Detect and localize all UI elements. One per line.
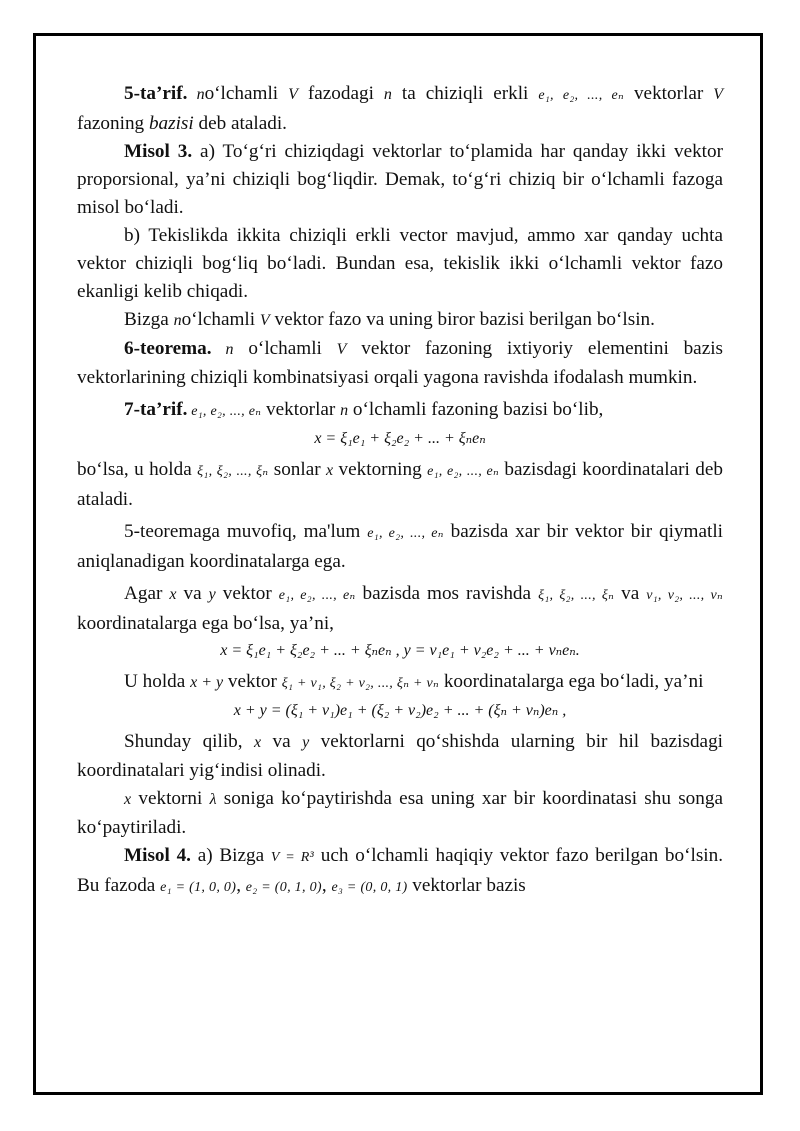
theorem-6: 6-teorema. n o‘lchamli V vektor fazoning ixtiyoriy elementini bazis vektorlarining chiziqli kombinatsiyasi orqali yagona ravishda ifodalash mumkin. (77, 338, 724, 388)
equation-coordinates: x = ξ₁e₁ + ξ₂e₂ + ... + ξₙeₙ (314, 430, 486, 447)
paragraph-coordinates: bo‘lsa, u holda ξ₁, ξ₂, ..., ξₙ sonlar x vektorning e₁, e₂, ..., eₙ bazisdagi koordinatalari deb ataladi. (77, 459, 723, 510)
definition-5: 5-ta’rif. no‘lchamli V fazodagi n ta chiziqli erkli e₁, e₂, ..., eₙ vektorlar V fazoning bazisi deb ataladi. (77, 83, 723, 134)
example-3: Misol 3. a) To‘g‘ri chiziqdagi vektorlar to‘plamida har qanday ikki vektor proporsional, ya’ni chiziqli bog‘liqdir. Demak, to‘g‘ri chiziq bir o‘lchamli fazoga misol bo‘ladi. (77, 141, 723, 218)
paragraph-scalar-rule: x vektorni λ soniga ko‘paytirishda esa uning xar bir koordinatasi shu songa ko‘paytiriladi. (77, 788, 723, 838)
definition-7: 7-ta’rif. e₁, e₂, ..., eₙ vektorlar n o‘lchamli fazoning bazisi bo‘lib, (124, 399, 604, 420)
paragraph-theorem-5-consequence: 5-teoremaga muvofiq, ma'lum e₁, e₂, ..., eₙ bazisda xar bir vektor bir qiymatli aniqlanadigan koordinatalarga ega. (77, 521, 723, 572)
document-body (77, 80, 723, 902)
equation-sum: x + y = (ξ₁ + ν₁)e₁ + (ξ₂ + ν₂)e₂ + ... + (ξₙ + νₙ)eₙ , (233, 702, 567, 719)
paragraph-if-x-y: Agar x va y vektor e₁, e₂, ..., eₙ bazisda mos ravishda ξ₁, ξ₂, ..., ξₙ va ν₁, ν₂, ..., νₙ koordinatalarga ega bo‘lsa, ya’ni, (77, 583, 723, 634)
paragraph-sum: U holda x + y vektor ξ₁ + ν₁, ξ₂ + ν₂, ..., ξₙ + νₙ koordinatalarga ega bo‘ladi, ya’ni (124, 671, 704, 692)
paragraph-basis-given: Bizga no‘lchamli V vektor fazo va uning biror bazisi berilgan bo‘lsin. (124, 309, 655, 330)
example-4: Misol 4. a) Bizga V = R³ uch o‘lchamli haqiqiy vektor fazo berilgan bo‘lsin. Bu fazoda e₁ = (1, 0, 0), e₂ = (0, 1, 0), e₃ = (0, 0, 1) vektorlar bazis (77, 845, 724, 896)
paragraph-addition-rule: Shunday qilib, x va y vektorlarni qo‘shishda ularning bir hil bazisdagi koordinatalari yig‘indisi olinadi. (77, 731, 723, 781)
equation-x-y-expansion: x = ξ₁e₁ + ξ₂e₂ + ... + ξₙeₙ , y = ν₁e₁ + ν₂e₂ + ... + νₙeₙ. (220, 642, 580, 659)
example-3b: b) Tekislikda ikkita chiziqli erkli vector mavjud, ammo xar qanday uchta vektor chiziqli bog‘liq bo‘ladi. Bundan esa, tekislik ikki o‘lchamli vektor fazo ekanligi kelib chiqadi. (77, 225, 723, 302)
